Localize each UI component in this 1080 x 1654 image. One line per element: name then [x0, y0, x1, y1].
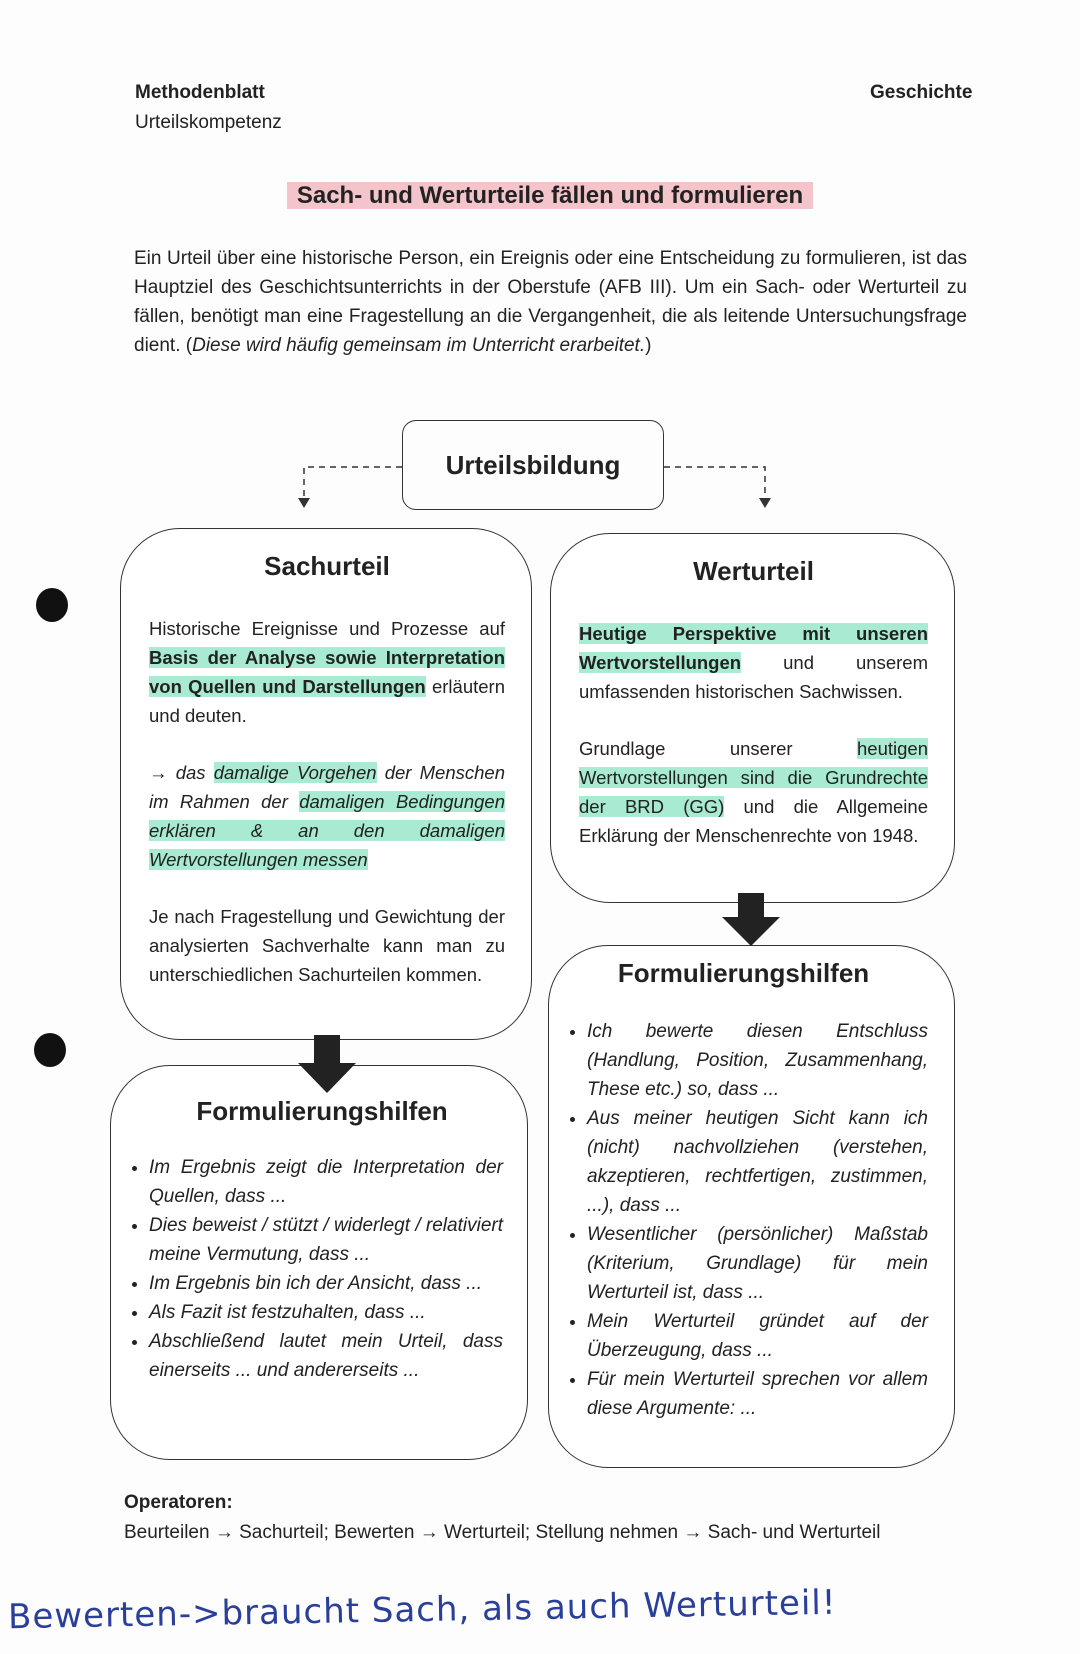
intro-italic: Diese wird häufig gemeinsam im Unterricht erarbeitet. — [192, 335, 646, 356]
t: → das — [149, 762, 214, 783]
t: Historische Ereignisse und Prozesse auf — [149, 618, 505, 639]
list-item: • Für mein Werturteil sprechen vor allem diese Argumente: ... — [587, 1365, 928, 1423]
list-item: • Wesentlicher (persönlicher) Maßstab (Kriterium, Grundlage) für mein Werturteil ist, dass ... — [587, 1220, 928, 1307]
t: Grundlage unserer — [579, 738, 858, 759]
t: und die Allgemeine Erklärung der Menschenrechte von 1948. — [579, 796, 928, 846]
sachurteil-box — [120, 528, 532, 1040]
list-item: • Im Ergebnis bin ich der Ansicht, dass ... — [149, 1269, 503, 1298]
list-item: • Im Ergebnis zeigt die Interpretation der Quellen, dass ... — [149, 1153, 503, 1211]
punch-hole — [34, 1033, 66, 1067]
hilfen-sach-list — [111, 1153, 503, 1385]
list-item: • Abschließend lautet mein Urteil, dass einerseits ... und andererseits ... — [149, 1327, 503, 1385]
header-left — [135, 78, 282, 138]
hilfen-sach-title: Formulierungshilfen — [196, 1096, 448, 1126]
operatoren-label: Operatoren: — [124, 1492, 233, 1513]
formulierungshilfen-wert-box — [548, 945, 955, 1468]
list-item: • Dies beweist / stützt / widerlegt / relativiert meine Vermutung, dass ... — [149, 1211, 503, 1269]
t: damaligen Bedingungen erklären & an den damaligen Wertvorstellungen messen — [149, 791, 505, 870]
t: der Menschen im Rahmen der — [149, 762, 506, 812]
intro-text: Ein Urteil über eine historische Person, ein Ereignis oder eine Entscheidung zu formulieren, ist das Hauptziel des Geschichtsunterrichts in der Oberstufe (AFB III). Um ein Sach- oder Werturteil zu fällen, benötigt man eine Fragestellung an die Vergangenheit, die als leitende Untersuchungsfrage dient. ( — [134, 248, 967, 356]
formulierungshilfen-sach-box — [110, 1065, 528, 1460]
t: heutigen Wertvorstellungen sind die Grundrechte der BRD (GG) — [579, 738, 928, 817]
handwritten-note: Bewerten->braucht Sach, als auch Werturteil! — [7, 1582, 837, 1638]
list-item: • Ich bewerte diesen Entschluss (Handlung, Position, Zusammenhang, These etc.) so, dass ... — [587, 1017, 928, 1104]
hilfen-wert-title: Formulierungshilfen — [617, 958, 870, 988]
werturteil-p2 — [579, 734, 928, 850]
t: erläutern und deuten. — [149, 676, 505, 726]
down-arrow-icon — [296, 1035, 358, 1095]
list-item: • Als Fazit ist festzuhalten, dass ... — [149, 1298, 503, 1327]
list-item: • Aus meiner heutigen Sicht kann ich (nicht) nachvollziehen (verstehen, akzeptieren, rechtfertigen, zustimmen, ...), dass ... — [587, 1104, 928, 1220]
werturteil-p1 — [579, 619, 928, 706]
subject: Geschichte — [870, 82, 973, 103]
hilfen-wert-list — [549, 1017, 928, 1423]
doc-topic: Urteilskompetenz — [135, 112, 282, 133]
sachurteil-p1 — [149, 614, 505, 730]
werturteil-box — [550, 533, 955, 903]
page-title-wrap — [0, 182, 1080, 210]
sachurteil-title: Sachurteil — [264, 551, 390, 581]
sachurteil-p3: Je nach Fragestellung und Gewichtung der analysierten Sachverhalte kann man zu unterschiedlichen Sachurteilen kommen. — [149, 906, 505, 985]
punch-hole — [36, 588, 68, 622]
operatoren-section — [124, 1488, 880, 1548]
t: Heutige Perspektive mit unseren Wertvorstellungen — [579, 623, 928, 673]
operatoren-text: Beurteilen → Sachurteil; Bewerten → Werturteil; Stellung nehmen → Sach- und Werturteil — [124, 1522, 881, 1543]
intro-end: ) — [645, 335, 652, 356]
intro-paragraph — [134, 244, 967, 360]
t: Basis der Analyse sowie Interpretation von Quellen und Darstellungen — [149, 647, 505, 697]
list-item: • Mein Werturteil gründet auf der Überzeugung, dass ... — [587, 1307, 928, 1365]
doc-type: Methodenblatt — [135, 82, 265, 103]
urteilsbildung-box: Urteilsbildung — [402, 420, 664, 510]
page-title: Sach- und Werturteile fällen und formulieren — [287, 182, 813, 209]
down-arrow-icon — [720, 893, 782, 948]
sachurteil-p2 — [149, 758, 505, 874]
t: und unserem umfassenden historischen Sachwissen. — [579, 652, 928, 702]
werturteil-title: Werturteil — [693, 556, 814, 586]
t: damalige Vorgehen — [213, 762, 377, 783]
dashed-connectors — [290, 455, 780, 510]
